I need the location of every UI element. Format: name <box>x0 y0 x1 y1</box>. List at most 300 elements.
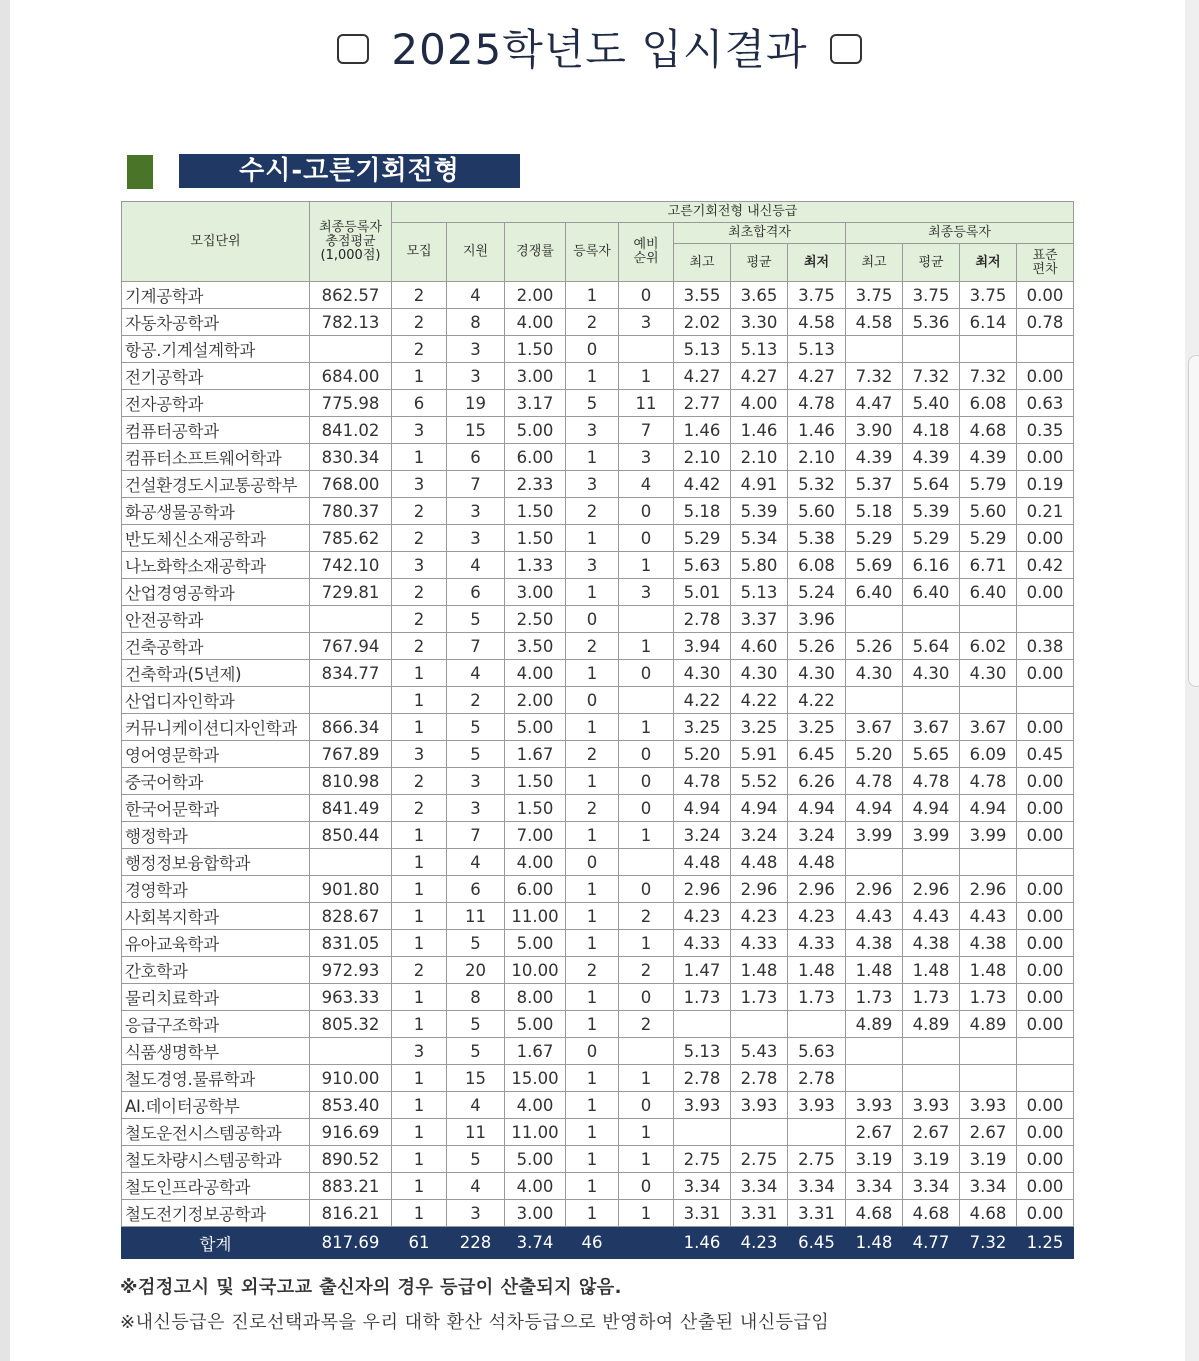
table-cell: 0.21 <box>1017 498 1074 525</box>
table-cell: 2.96 <box>960 876 1017 903</box>
table-cell: 2.10 <box>788 444 846 471</box>
table-cell: 1 <box>392 876 447 903</box>
table-cell: 7 <box>447 822 505 849</box>
table-cell: 5 <box>447 930 505 957</box>
table-cell: 0 <box>619 282 674 309</box>
table-cell: 4.58 <box>788 309 846 336</box>
table-cell: 3.93 <box>731 1092 788 1119</box>
table-cell: 4.39 <box>960 444 1017 471</box>
table-cell <box>619 336 674 363</box>
table-cell: 0.00 <box>1017 1092 1074 1119</box>
table-cell: 4.47 <box>846 390 903 417</box>
table-cell: 0.00 <box>1017 795 1074 822</box>
table-cell: 2.67 <box>903 1119 960 1146</box>
table-cell: 3.75 <box>788 282 846 309</box>
table-cell: 7 <box>447 633 505 660</box>
table-cell: 817.69 <box>310 1227 392 1259</box>
table-cell: 2.96 <box>788 876 846 903</box>
table-cell: 5.63 <box>788 1038 846 1065</box>
table-cell: 5.43 <box>731 1038 788 1065</box>
table-cell: 0.19 <box>1017 471 1074 498</box>
table-cell: 782.13 <box>310 309 392 336</box>
table-cell: 5.00 <box>505 714 566 741</box>
table-cell: 3.93 <box>846 1092 903 1119</box>
table-cell: 3.19 <box>846 1146 903 1173</box>
table-cell: 2 <box>619 957 674 984</box>
table-row <box>122 930 1074 957</box>
table-row <box>122 390 1074 417</box>
unit-name-cell: 응급구조학과 <box>122 1011 310 1038</box>
table-cell: 3.25 <box>788 714 846 741</box>
table-cell: 1 <box>619 1065 674 1092</box>
unit-name-cell: 철도전기정보공학과 <box>122 1200 310 1227</box>
table-cell: 4.23 <box>674 903 731 930</box>
table-cell: 2 <box>566 498 619 525</box>
table-cell: 4.22 <box>788 687 846 714</box>
table-cell: 0.38 <box>1017 633 1074 660</box>
unit-name-cell: 산업경영공학과 <box>122 579 310 606</box>
table-cell: 3.55 <box>674 282 731 309</box>
table-cell: 2 <box>392 633 447 660</box>
unit-name-cell: 전자공학과 <box>122 390 310 417</box>
table-cell: 1 <box>566 930 619 957</box>
unit-name-cell: AI.데이터공학부 <box>122 1092 310 1119</box>
table-cell: 1 <box>392 930 447 957</box>
table-row <box>122 498 1074 525</box>
table-cell <box>960 1065 1017 1092</box>
table-cell: 0.00 <box>1017 768 1074 795</box>
table-row <box>122 444 1074 471</box>
table-cell: 1.73 <box>960 984 1017 1011</box>
table-cell: 2 <box>566 957 619 984</box>
table-cell: 4.22 <box>674 687 731 714</box>
table-cell: 4.00 <box>505 849 566 876</box>
table-cell: 7.32 <box>960 1227 1017 1259</box>
table-cell: 3 <box>392 1038 447 1065</box>
table-cell: 1 <box>566 876 619 903</box>
table-cell: 3.31 <box>674 1200 731 1227</box>
table-cell: 5.79 <box>960 471 1017 498</box>
table-cell: 4.43 <box>903 903 960 930</box>
table-cell: 6.08 <box>788 552 846 579</box>
table-cell <box>619 1227 674 1259</box>
table-cell: 2.67 <box>960 1119 1017 1146</box>
table-cell: 916.69 <box>310 1119 392 1146</box>
table-row <box>122 1146 1074 1173</box>
table-cell: 0.00 <box>1017 984 1074 1011</box>
table-cell: 1.48 <box>903 957 960 984</box>
table-cell: 5.36 <box>903 309 960 336</box>
table-cell: 19 <box>447 390 505 417</box>
table-cell: 11.00 <box>505 903 566 930</box>
table-cell: 1 <box>619 930 674 957</box>
table-cell: 805.32 <box>310 1011 392 1038</box>
table-cell: 3 <box>566 552 619 579</box>
note-grade-method: ※내신등급은 진로선택과목을 우리 대학 환산 석차등급으로 반영하여 산출된 내신등급임 <box>120 1312 830 1333</box>
table-cell: 3 <box>392 471 447 498</box>
table-cell: 890.52 <box>310 1146 392 1173</box>
table-cell: 11 <box>447 1119 505 1146</box>
table-cell: 1.48 <box>788 957 846 984</box>
table-cell: 4.78 <box>903 768 960 795</box>
header-first-pass-group: 최초합격자 <box>674 223 846 244</box>
table-cell: 910.00 <box>310 1065 392 1092</box>
header-std-text: 표준 편차 <box>1032 247 1058 277</box>
table-cell: 5 <box>447 714 505 741</box>
table-row <box>122 606 1074 633</box>
table-cell: 4.94 <box>846 795 903 822</box>
table-cell: 6.09 <box>960 741 1017 768</box>
table-cell: 3.37 <box>731 606 788 633</box>
table-cell: 2.77 <box>674 390 731 417</box>
page-title <box>0 24 1199 76</box>
table-cell: 1.67 <box>505 1038 566 1065</box>
table-row <box>122 714 1074 741</box>
table-cell: 4.30 <box>960 660 1017 687</box>
unit-name-cell: 건설환경도시교통공학부 <box>122 471 310 498</box>
table-cell: 3.34 <box>788 1173 846 1200</box>
table-cell: 6 <box>447 579 505 606</box>
table-row <box>122 336 1074 363</box>
table-cell: 1 <box>619 633 674 660</box>
table-cell: 1 <box>566 1200 619 1227</box>
table-cell: 3 <box>447 768 505 795</box>
table-cell: 3 <box>447 336 505 363</box>
table-cell: 4.30 <box>788 660 846 687</box>
unit-name-cell: 컴퓨터소프트웨어학과 <box>122 444 310 471</box>
table-cell: 853.40 <box>310 1092 392 1119</box>
table-cell <box>619 1038 674 1065</box>
table-cell: 4 <box>447 660 505 687</box>
table-cell: 5.24 <box>788 579 846 606</box>
table-cell: 834.77 <box>310 660 392 687</box>
table-cell: 2 <box>392 957 447 984</box>
table-cell: 3.75 <box>903 282 960 309</box>
table-row <box>122 1173 1074 1200</box>
table-cell: 767.89 <box>310 741 392 768</box>
table-cell: 4.42 <box>674 471 731 498</box>
table-body <box>122 282 1074 1259</box>
table-row <box>122 1038 1074 1065</box>
table-cell: 3.00 <box>505 579 566 606</box>
table-cell: 5.13 <box>674 336 731 363</box>
unit-name-cell: 행정학과 <box>122 822 310 849</box>
edge-panel-handle[interactable] <box>1188 355 1199 687</box>
table-row <box>122 1065 1074 1092</box>
table-cell: 2.78 <box>731 1065 788 1092</box>
table-cell: 3.90 <box>846 417 903 444</box>
table-cell: 0.00 <box>1017 957 1074 984</box>
table-cell: 1 <box>619 822 674 849</box>
unit-name-cell: 행정정보융합학과 <box>122 849 310 876</box>
unit-name-cell: 철도인프라공학과 <box>122 1173 310 1200</box>
table-cell: 1 <box>566 282 619 309</box>
table-cell: 0 <box>619 768 674 795</box>
section-marker <box>127 155 153 189</box>
table-cell: 963.33 <box>310 984 392 1011</box>
table-cell <box>674 1119 731 1146</box>
table-cell: 2 <box>392 768 447 795</box>
table-cell: 4 <box>447 552 505 579</box>
table-cell: 3.19 <box>960 1146 1017 1173</box>
table-cell <box>846 606 903 633</box>
table-cell: 1 <box>619 1119 674 1146</box>
table-cell: 6.00 <box>505 444 566 471</box>
table-cell: 0.00 <box>1017 579 1074 606</box>
table-cell: 0 <box>619 876 674 903</box>
table-cell: 1 <box>566 444 619 471</box>
table-cell <box>960 336 1017 363</box>
table-cell: 2 <box>392 525 447 552</box>
table-cell: 4.78 <box>788 390 846 417</box>
table-cell: 2.78 <box>674 606 731 633</box>
table-cell: 841.02 <box>310 417 392 444</box>
table-cell: 1.50 <box>505 795 566 822</box>
table-cell: 4.94 <box>960 795 1017 822</box>
checkbox-icon-left <box>337 34 369 64</box>
table-cell: 5.65 <box>903 741 960 768</box>
table-cell: 1 <box>566 525 619 552</box>
table-row <box>122 849 1074 876</box>
table-cell: 3 <box>392 417 447 444</box>
table-cell: 0.00 <box>1017 660 1074 687</box>
table-cell: 1 <box>566 714 619 741</box>
table-cell: 767.94 <box>310 633 392 660</box>
table-cell: 4 <box>447 1092 505 1119</box>
table-cell: 1 <box>619 363 674 390</box>
table-row <box>122 471 1074 498</box>
table-cell: 3.25 <box>731 714 788 741</box>
table-cell: 5.34 <box>731 525 788 552</box>
table-cell: 1 <box>392 714 447 741</box>
unit-name-cell: 반도체신소재공학과 <box>122 525 310 552</box>
table-cell: 883.21 <box>310 1173 392 1200</box>
unit-name-cell: 사회복지학과 <box>122 903 310 930</box>
table-cell: 2.75 <box>731 1146 788 1173</box>
header-ratio: 경쟁률 <box>505 223 566 282</box>
unit-name-cell: 나노화학소재공학과 <box>122 552 310 579</box>
table-cell: 1 <box>392 849 447 876</box>
table-cell: 5.63 <box>674 552 731 579</box>
table-cell: 729.81 <box>310 579 392 606</box>
unit-name-cell: 전기공학과 <box>122 363 310 390</box>
table-cell: 2 <box>392 498 447 525</box>
table-cell: 4.39 <box>846 444 903 471</box>
unit-name-cell: 건축공학과 <box>122 633 310 660</box>
table-cell: 4.30 <box>674 660 731 687</box>
table-cell: 5 <box>447 606 505 633</box>
table-cell <box>1017 606 1074 633</box>
checkbox-icon-right <box>830 34 862 64</box>
table-cell: 828.67 <box>310 903 392 930</box>
table-cell: 5.69 <box>846 552 903 579</box>
table-cell: 3.31 <box>731 1200 788 1227</box>
table-cell: 1 <box>566 660 619 687</box>
table-cell: 850.44 <box>310 822 392 849</box>
table-cell: 5.13 <box>788 336 846 363</box>
table-row <box>122 660 1074 687</box>
table-cell: 0.00 <box>1017 282 1074 309</box>
table-cell: 4.30 <box>903 660 960 687</box>
table-cell <box>1017 849 1074 876</box>
table-cell: 2 <box>392 795 447 822</box>
table-row <box>122 741 1074 768</box>
table-cell: 0.00 <box>1017 1119 1074 1146</box>
table-cell: 4.33 <box>731 930 788 957</box>
table-cell: 4.68 <box>960 1200 1017 1227</box>
table-cell: 6.45 <box>788 741 846 768</box>
table-cell: 3.96 <box>788 606 846 633</box>
table-cell: 6.14 <box>960 309 1017 336</box>
table-row <box>122 363 1074 390</box>
table-cell: 1 <box>392 1119 447 1146</box>
table-cell: 3 <box>447 498 505 525</box>
table-cell: 0.63 <box>1017 390 1074 417</box>
table-cell: 0 <box>566 336 619 363</box>
table-cell: 4.00 <box>731 390 788 417</box>
table-cell: 0.00 <box>1017 1011 1074 1038</box>
table-cell: 1 <box>392 687 447 714</box>
table-cell: 5.01 <box>674 579 731 606</box>
table-cell: 4.33 <box>788 930 846 957</box>
table-cell: 5.00 <box>505 1011 566 1038</box>
table-cell <box>960 687 1017 714</box>
table-cell: 1 <box>392 444 447 471</box>
table-cell <box>903 849 960 876</box>
table-cell: 3 <box>619 579 674 606</box>
table-cell: 1 <box>392 822 447 849</box>
unit-name-cell: 항공.기계설계학과 <box>122 336 310 363</box>
table-cell: 2.96 <box>903 876 960 903</box>
table-cell: 2.02 <box>674 309 731 336</box>
table-row <box>122 795 1074 822</box>
table-cell: 5.38 <box>788 525 846 552</box>
table-cell: 6 <box>447 876 505 903</box>
table-cell: 3 <box>447 795 505 822</box>
table-cell: 3.17 <box>505 390 566 417</box>
table-cell: 4.68 <box>903 1200 960 1227</box>
table-cell: 4.94 <box>731 795 788 822</box>
table-row <box>122 1092 1074 1119</box>
table-cell: 7.00 <box>505 822 566 849</box>
header-fp-min: 최저 <box>788 244 846 282</box>
table-cell <box>619 606 674 633</box>
table-cell <box>846 1038 903 1065</box>
table-header <box>122 202 1074 282</box>
left-edge <box>0 0 10 1361</box>
header-waitlist <box>619 223 674 282</box>
table-cell: 841.49 <box>310 795 392 822</box>
table-cell: 1.67 <box>505 741 566 768</box>
table-cell: 3.34 <box>731 1173 788 1200</box>
table-cell: 1.33 <box>505 552 566 579</box>
table-cell: 1 <box>392 1011 447 1038</box>
table-cell: 1.50 <box>505 768 566 795</box>
table-row <box>122 903 1074 930</box>
table-cell: 684.00 <box>310 363 392 390</box>
table-cell: 11.00 <box>505 1119 566 1146</box>
table-row <box>122 1011 1074 1038</box>
table-cell: 1.73 <box>674 984 731 1011</box>
table-cell: 0.00 <box>1017 930 1074 957</box>
table-cell: 4.00 <box>505 1092 566 1119</box>
table-cell: 5 <box>447 741 505 768</box>
table-cell: 3.24 <box>788 822 846 849</box>
table-cell: 2 <box>447 687 505 714</box>
table-cell: 2 <box>566 633 619 660</box>
table-cell: 4.33 <box>674 930 731 957</box>
table-cell <box>310 1038 392 1065</box>
table-cell: 7.32 <box>846 363 903 390</box>
header-apply: 지원 <box>447 223 505 282</box>
table-cell: 1 <box>566 822 619 849</box>
table-cell: 5.60 <box>960 498 1017 525</box>
table-cell: 4.38 <box>960 930 1017 957</box>
table-cell <box>619 849 674 876</box>
table-cell: 10.00 <box>505 957 566 984</box>
table-cell: 0.45 <box>1017 741 1074 768</box>
table-cell: 5.20 <box>674 741 731 768</box>
unit-name-cell: 커뮤니케이션디자인학과 <box>122 714 310 741</box>
table-cell: 5.18 <box>846 498 903 525</box>
table-cell: 775.98 <box>310 390 392 417</box>
table-cell: 46 <box>566 1227 619 1259</box>
table-cell: 0.00 <box>1017 903 1074 930</box>
table-cell: 4.43 <box>960 903 1017 930</box>
table-cell: 1.46 <box>674 417 731 444</box>
table-cell: 5.29 <box>674 525 731 552</box>
table-cell: 3 <box>566 471 619 498</box>
table-cell: 5.37 <box>846 471 903 498</box>
table-cell: 1.48 <box>846 957 903 984</box>
table-cell: 1 <box>566 363 619 390</box>
unit-name-cell: 화공생물공학과 <box>122 498 310 525</box>
table-cell: 6.08 <box>960 390 1017 417</box>
table-cell <box>903 1038 960 1065</box>
table-cell: 3.93 <box>788 1092 846 1119</box>
table-row <box>122 552 1074 579</box>
table-cell: 3 <box>447 525 505 552</box>
table-cell: 4.27 <box>788 363 846 390</box>
table-cell <box>903 1065 960 1092</box>
table-cell: 1.73 <box>846 984 903 1011</box>
table-cell: 7.32 <box>903 363 960 390</box>
table-cell: 0 <box>619 1092 674 1119</box>
table-cell: 1 <box>566 768 619 795</box>
unit-name-cell: 간호학과 <box>122 957 310 984</box>
table-cell: 0.78 <box>1017 309 1074 336</box>
table-cell: 5.26 <box>788 633 846 660</box>
table-cell: 2 <box>392 606 447 633</box>
table-cell: 3.24 <box>674 822 731 849</box>
table-cell <box>310 849 392 876</box>
table-cell: 2.78 <box>674 1065 731 1092</box>
table-cell: 4.48 <box>788 849 846 876</box>
table-cell: 3.94 <box>674 633 731 660</box>
table-cell: 2.75 <box>674 1146 731 1173</box>
table-cell: 4.94 <box>903 795 960 822</box>
table-cell: 61 <box>392 1227 447 1259</box>
table-cell: 0 <box>566 1038 619 1065</box>
table-row <box>122 822 1074 849</box>
table-cell: 3 <box>619 309 674 336</box>
table-cell: 6 <box>392 390 447 417</box>
unit-name-cell: 건축학과(5년제) <box>122 660 310 687</box>
header-fr-avg: 평균 <box>903 244 960 282</box>
table-cell: 6.40 <box>960 579 1017 606</box>
table-cell: 3.67 <box>846 714 903 741</box>
table-cell: 4 <box>619 471 674 498</box>
